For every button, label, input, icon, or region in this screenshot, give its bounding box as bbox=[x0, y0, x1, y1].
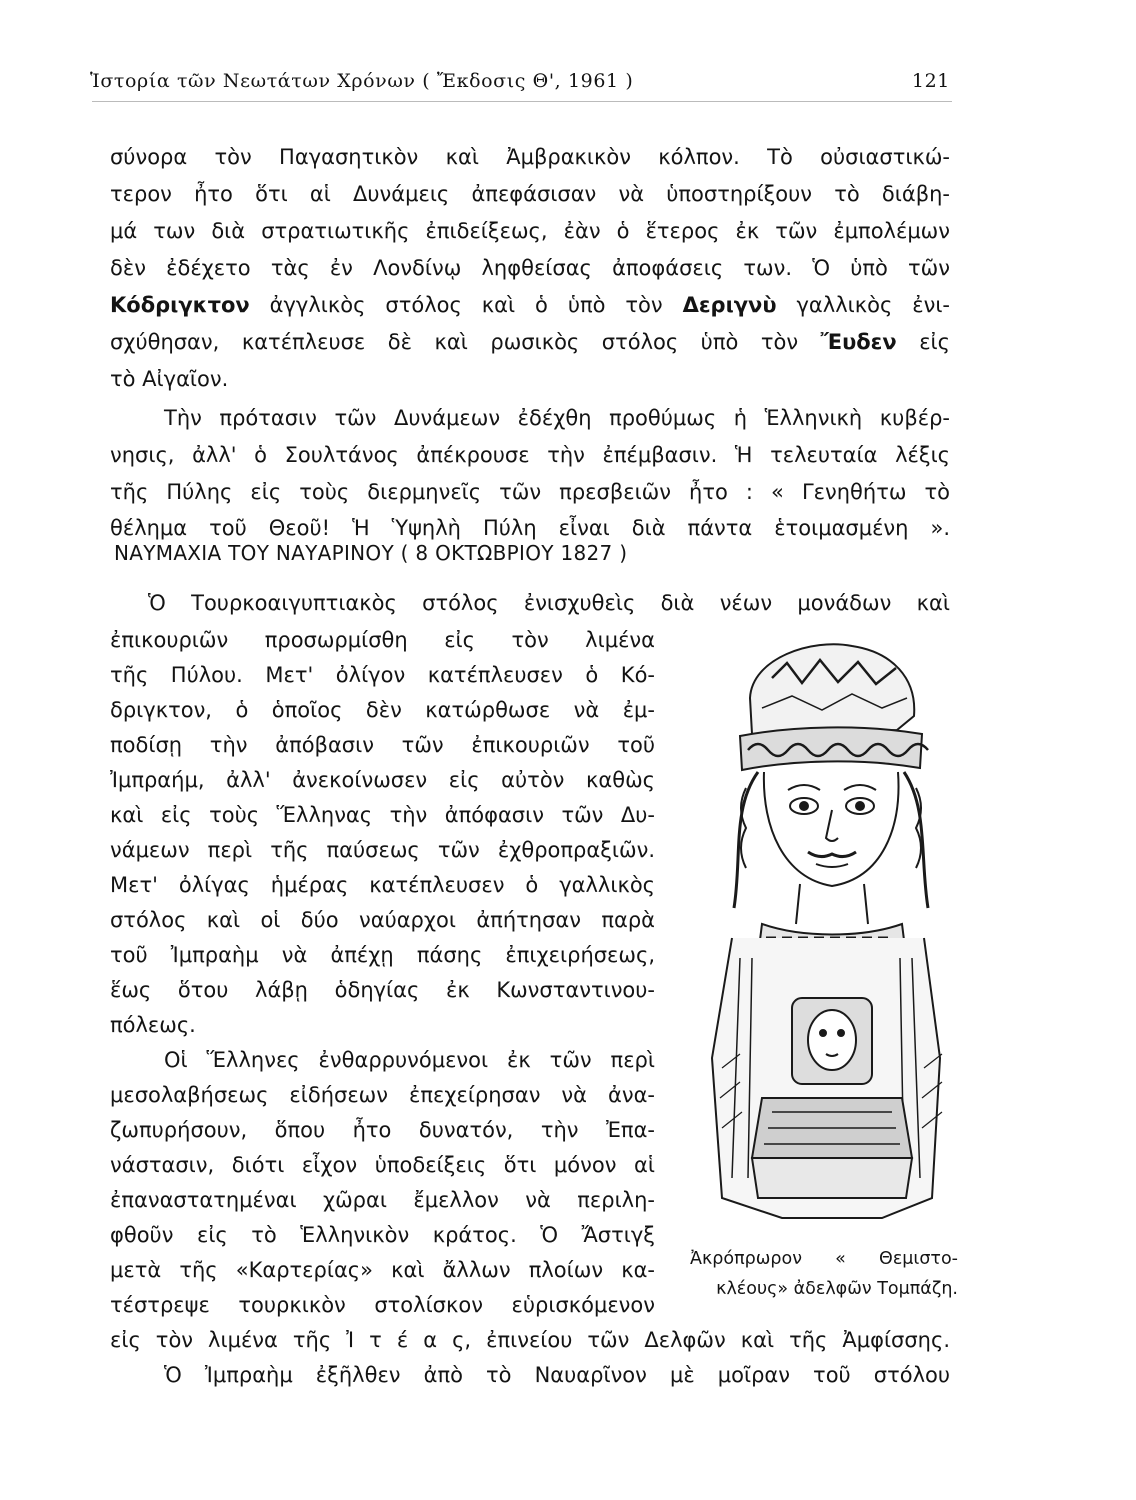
figurehead-drawing bbox=[692, 638, 954, 1230]
text-line: ἐπαναστατημέναι χῶραι ἔμελλον νὰ περιλη- bbox=[110, 1188, 655, 1212]
text-line: Ὁ Ἰμπραὴμ ἐξῆλθεν ἀπὸ τὸ Ναυαρῖνον μὲ μοῖραν τοῦ στόλου bbox=[164, 1363, 950, 1387]
text-line: ποδίσῃ τὴν ἀπόβασιν τῶν ἐπικουριῶν τοῦ bbox=[110, 733, 655, 757]
text-line: τοῦ Ἰμπραὴμ νὰ ἀπέχῃ πάσης ἐπιχειρήσεως, bbox=[110, 943, 655, 967]
text-line: μεσολαβήσεως εἰδήσεων ἐπεχείρησαν νὰ ἀνα- bbox=[110, 1083, 655, 1107]
page-number: 121 bbox=[911, 70, 950, 92]
section-heading: ΝΑΥΜΑΧΙΑ ΤΟΥ ΝΑΥΑΡΙΝΟΥ ( 8 ΟΚΤΩΒΡΙΟΥ 1827 ) bbox=[114, 541, 628, 565]
text-line: Κόδριγκτον ἀγγλικὸς στόλος καὶ ὁ ὑπὸ τὸν Δεριγνὺ γαλλικὸς ἐνι- bbox=[110, 293, 950, 317]
text-line: Τὴν πρότασιν τῶν Δυνάμεων ἐδέχθη προθύμως ἡ Ἑλληνικὴ κυβέρ- bbox=[164, 406, 950, 430]
text-line: τερον ἦτο ὅτι αἱ Δυνάμεις ἀπεφάσισαν νὰ ὑποστηρίξουν τὸ διάβη- bbox=[110, 182, 950, 206]
text-line: σύνορα τὸν Παγασητικὸν καὶ Ἀμβρακικὸν κόλπον. Τὸ οὐσιαστικώ- bbox=[110, 145, 950, 169]
text-line: φθοῦν εἰς τὸ Ἑλληνικὸν κράτος. Ὁ Ἄστιγξ bbox=[110, 1223, 655, 1247]
text-line: Ὁ Τουρκοαιγυπτιακὸς στόλος ἐνισχυθεὶς διὰ νέων μονάδων καὶ bbox=[148, 591, 950, 615]
text-line: εἰς τὸν λιμένα τῆς Ἰ τ έ α ς, ἐπινείου τῶν Δελφῶν καὶ τῆς Ἀμφίσσης. bbox=[110, 1328, 950, 1352]
text-line: δὲν ἐδέχετο τὰς ἐν Λονδίνῳ ληφθείσας ἀποφάσεις των. Ὁ ὑπὸ τῶν bbox=[110, 256, 950, 280]
text-line: νησις, ἀλλ' ὁ Σουλτάνος ἀπέκρουσε τὴν ἐπέμβασιν. Ἡ τελευταία λέξις bbox=[110, 443, 950, 467]
running-title: Ἱστορία τῶν Νεωτάτων Χρόνων ( Ἔκδοσις Θ', 1961 ) bbox=[90, 70, 634, 92]
text-line: στόλος καὶ οἱ δύο ναύαρχοι ἀπήτησαν παρὰ bbox=[110, 908, 655, 932]
text-line: καὶ εἰς τοὺς Ἕλληνας τὴν ἀπόφασιν τῶν Δυ- bbox=[110, 803, 655, 827]
name-codrington: Κόδριγκτον bbox=[110, 293, 250, 317]
text-line: ζωπυρήσουν, ὅπου ἦτο δυνατόν, τὴν Ἐπα- bbox=[110, 1118, 655, 1142]
text-line: δριγκτον, ὁ ὁποῖος δὲν κατώρθωσε νὰ ἐμ- bbox=[110, 698, 655, 722]
text-line: μετὰ τῆς «Καρτερίας» καὶ ἄλλων πλοίων κα- bbox=[110, 1258, 655, 1282]
text-line: ἕως ὅτου λάβῃ ὁδηγίας ἐκ Κωνσταντινου- bbox=[110, 978, 655, 1002]
figurehead-illustration bbox=[692, 638, 954, 1230]
header-rule bbox=[92, 101, 952, 102]
text-line: Μετ' ὀλίγας ἡμέρας κατέπλευσεν ὁ γαλλικὸς bbox=[110, 873, 655, 897]
text-line: Οἱ Ἕλληνες ἐνθαρρυνόμενοι ἐκ τῶν περὶ bbox=[164, 1048, 655, 1072]
text-line: τὸ Αἰγαῖον. bbox=[110, 367, 229, 391]
figure-caption-line-1: Ἀκρόπρωρον « Θεμιστο- bbox=[690, 1249, 958, 1269]
name-derigny: Δεριγνὺ bbox=[682, 293, 777, 317]
figure-caption-line-2: κλέους» ἀδελφῶν Τομπάζη. bbox=[716, 1279, 958, 1299]
text-line: μά των διὰ στρατιωτικῆς ἐπιδείξεως, ἐὰν ὁ ἕτερος ἐκ τῶν ἐμπολέμων bbox=[110, 219, 950, 243]
text-line: τῆς Πύλου. Μετ' ὀλίγον κατέπλευσεν ὁ Κό- bbox=[110, 663, 655, 687]
text-line: τέστρεψε τουρκικὸν στολίσκον εὑρισκόμενον bbox=[110, 1293, 655, 1317]
text-line: Ἰμπραήμ, ἀλλ' ἀνεκοίνωσεν εἰς αὐτὸν καθὼς bbox=[110, 768, 655, 792]
text-line: πόλεως. bbox=[110, 1013, 196, 1037]
text-line: νάμεων περὶ τῆς παύσεως τῶν ἐχθροπραξιῶν. bbox=[110, 838, 655, 862]
text-line: ἐπικουριῶν προσωρμίσθη εἰς τὸν λιμένα bbox=[110, 628, 655, 652]
text-line: τῆς Πύλης εἰς τοὺς διερμηνεῖς τῶν πρεσβειῶν ἦτο : « Γενηθήτω τὸ bbox=[110, 480, 950, 504]
text-line: θέλημα τοῦ Θεοῦ! Ἡ Ὑψηλὴ Πύλη εἶναι διὰ πάντα ἑτοιμασμένη ». bbox=[110, 516, 950, 540]
running-head bbox=[90, 70, 950, 100]
text-line: νάστασιν, διότι εἶχον ὑποδείξεις ὅτι μόνον αἱ bbox=[110, 1153, 655, 1177]
name-heyden: Ἔυδεν bbox=[820, 330, 897, 354]
text-line: σχύθησαν, κατέπλευσε δὲ καὶ ρωσικὸς στόλος ὑπὸ τὸν Ἔυδεν εἰς bbox=[110, 330, 950, 354]
